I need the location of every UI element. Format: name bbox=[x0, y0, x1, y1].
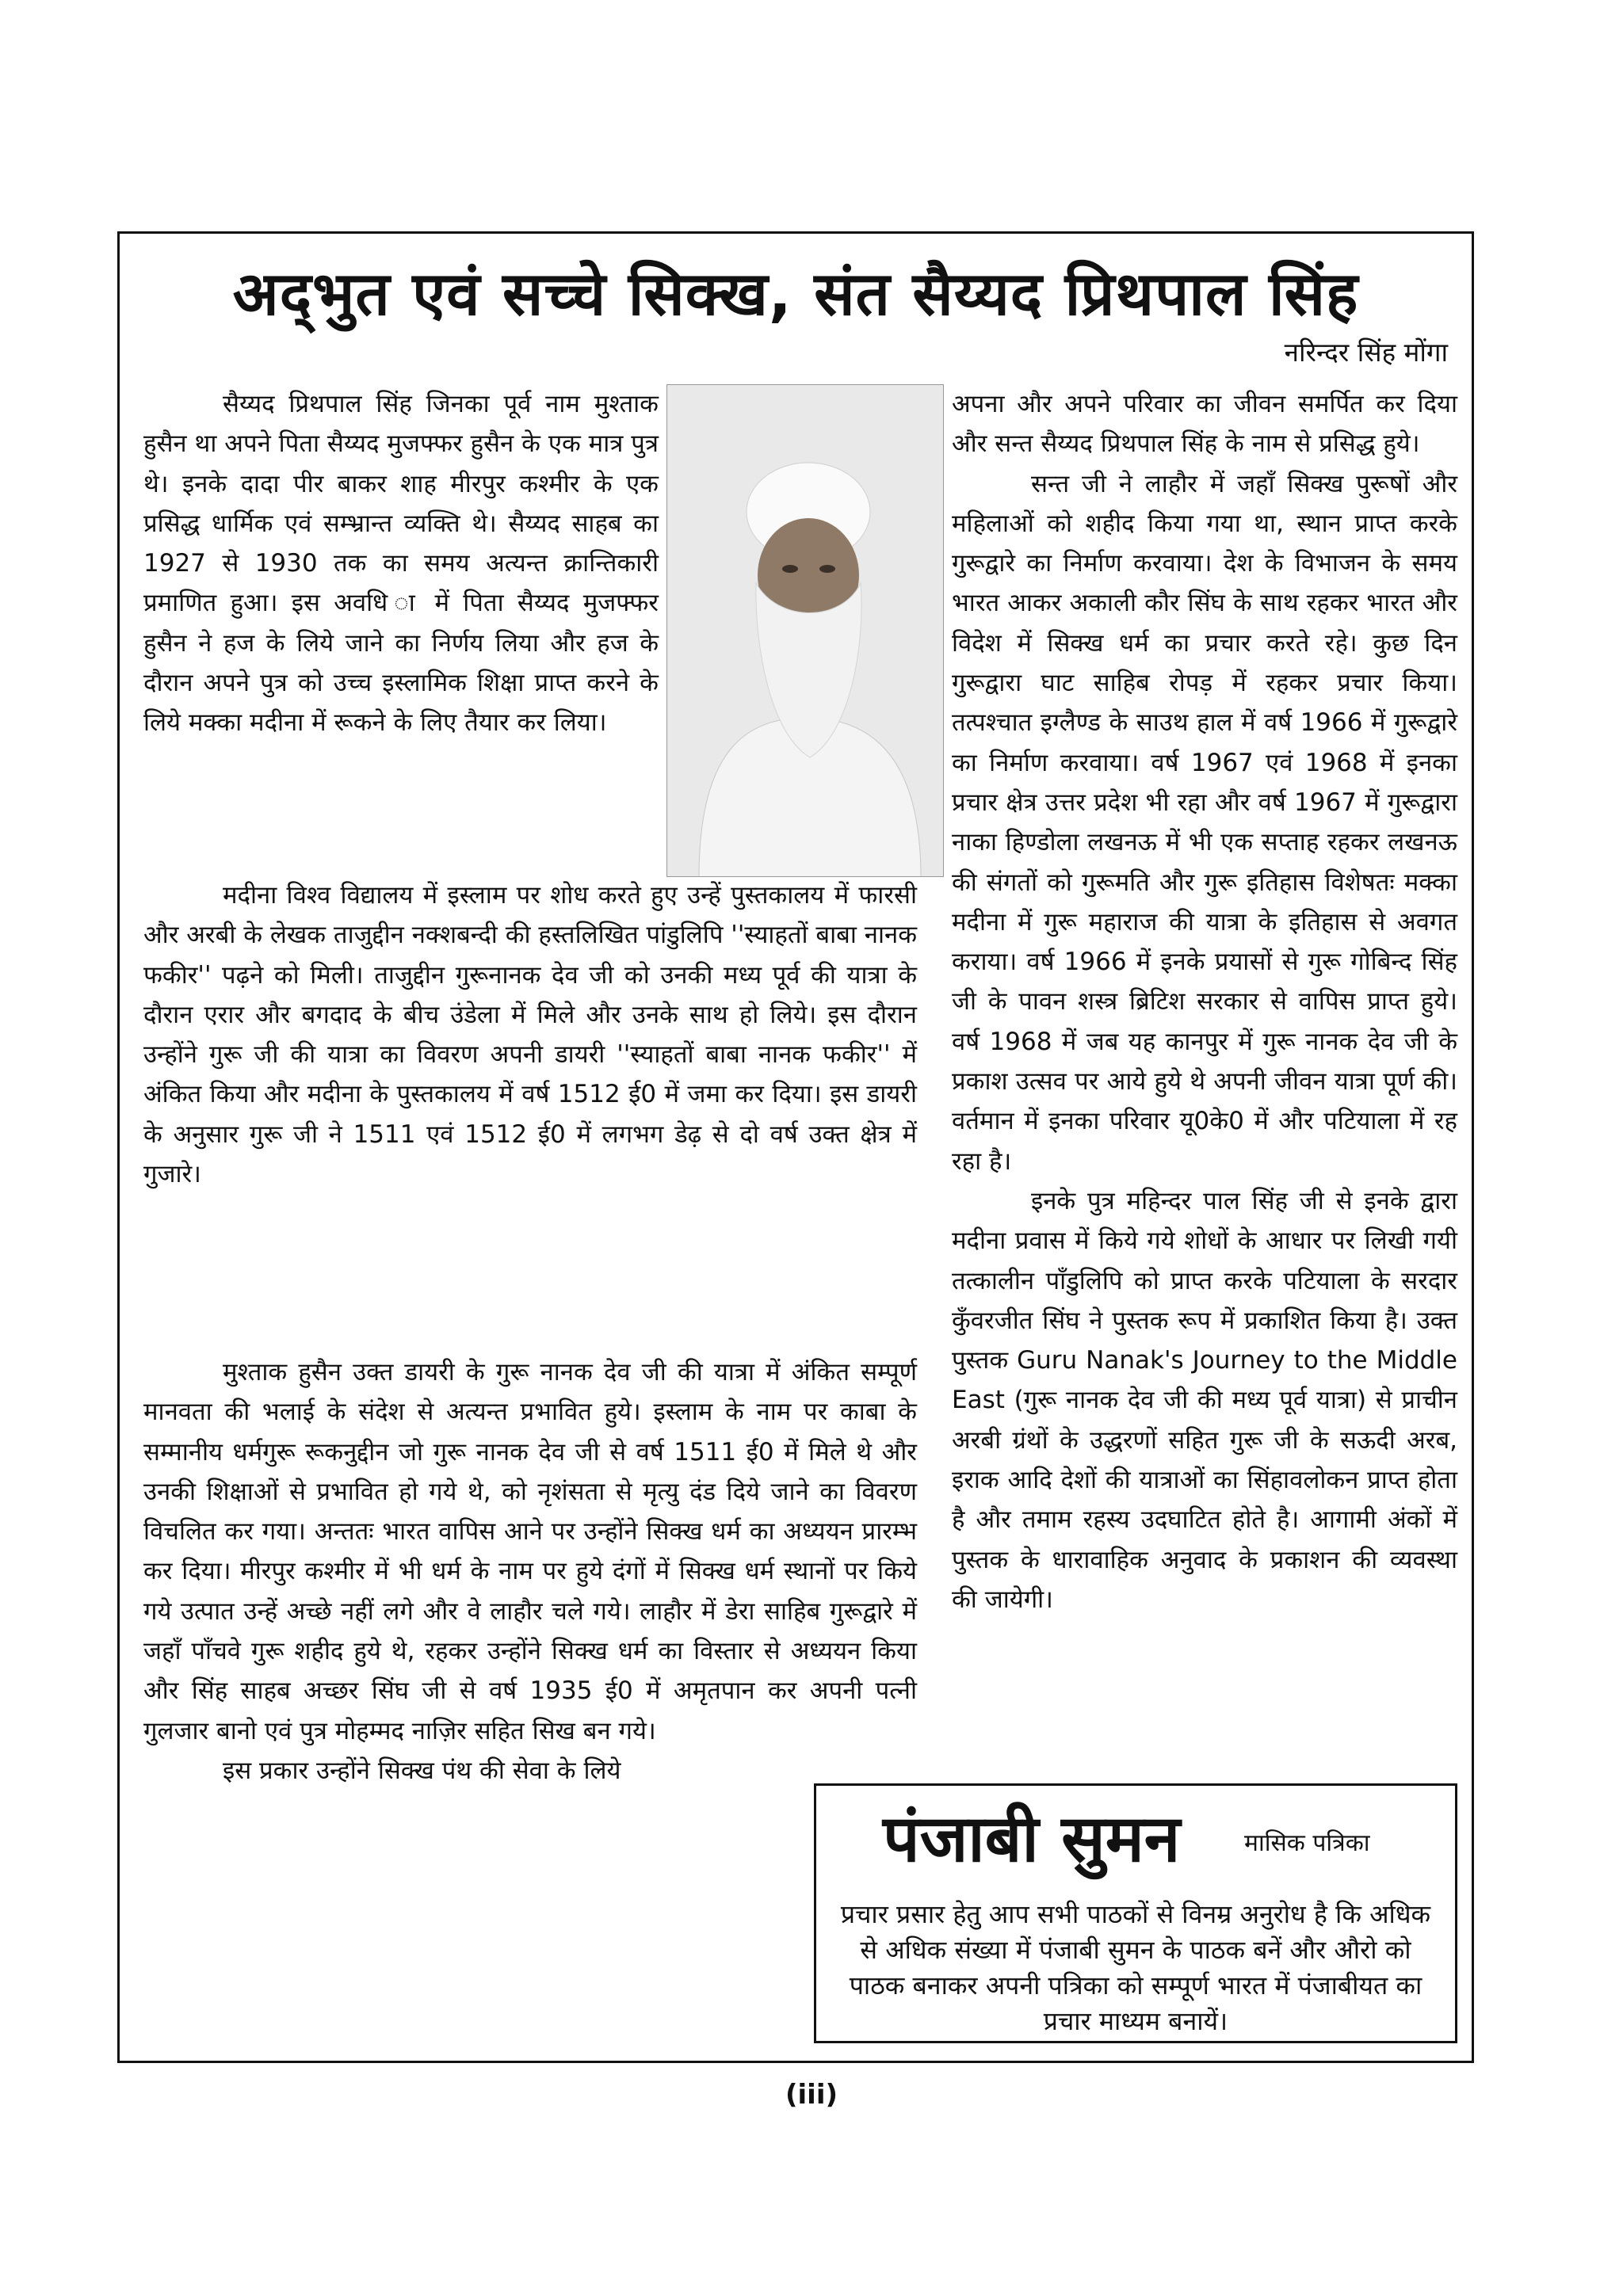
page-number: (iii) bbox=[785, 2079, 838, 2111]
left-column-lower bbox=[143, 1352, 917, 1791]
paragraph: सन्त जी ने लाहौर में जहाँ सिक्ख पुरूषों और महिलाओं को शहीद किया गया था, स्थान प्राप्त करके गुरूद्वारे का निर्माण करवाया। देश के विभाजन के समय भारत आकर अकाली कौर सिंघ के साथ रहकर भारत और विदेश में सिक्ख धर्म का प्रचार करते रहे। कुछ दिन गुरूद्वारा घाट साहिब रोपड़ में रहकर प्रचार किया। तत्पश्चात इग्लैण्ड के साउथ हाल में वर्ष 1966 में गुरूद्वारे का निर्माण करवाया। वर्ष 1967 एवं 1968 में इनका प्रचार क्षेत्र उत्तर प्रदेश भी रहा और वर्ष 1967 में गुरूद्वारा नाका हिण्डोला लखनऊ में भी एक सप्ताह रहकर लखनऊ की संगतों को गुरूमति और गुरू इतिहास विशेषतः मक्का मदीना में गुरू महाराज की यात्रा के इतिहास से अवगत कराया। वर्ष 1966 में इनके प्रयासों से गुरू गोबिन्द सिंह जी के पावन शस्त्र ब्रिटिश सरकार से वापिस प्राप्त हुये। वर्ष 1968 में जब यह कानपुर में गुरू नानक देव जी के प्रकाश उत्सव पर आये हुये थे अपनी जीवन यात्रा पूर्ण की। वर्तमान में इनका परिवार यू0के0 में और पटियाला में रह रहा है। bbox=[952, 469, 1457, 1176]
right-column bbox=[952, 384, 1457, 1619]
left-column-continued bbox=[143, 875, 917, 1194]
magazine-name: पंजाबी सुमन bbox=[883, 1802, 1181, 1877]
promo-box bbox=[814, 1783, 1457, 2043]
author-name: नरिन्दर सिंह मोंगा bbox=[1284, 337, 1448, 368]
left-column bbox=[143, 384, 659, 743]
portrait-illustration bbox=[667, 385, 944, 877]
paragraph: अपना और अपने परिवार का जीवन समर्पित कर दिया और सन्त सैय्यद प्रिथपाल सिंह के नाम से प्रसिद्ध हुये। bbox=[952, 390, 1457, 459]
magazine-subtitle: मासिक पत्रिका bbox=[1244, 1829, 1370, 1857]
promo-text: प्रचार प्रसार हेतु आप सभी पाठकों से विनम्र अनुरोध है कि अधिक से अधिक संख्या में पंजाबी सुमन के पाठक बनें और औरो को पाठक बनाकर अपनी पत्रिका को सम्पूर्ण भारत में पंजाबीयत का प्रचार माध्यम बनायें। bbox=[840, 1899, 1431, 2036]
paragraph: इस प्रकार उन्होंने सिक्ख पंथ की सेवा के लिये bbox=[223, 1756, 621, 1785]
article-title: अद्‍भुत एवं सच्चे सिक्ख, संत सैय्यद प्रिथपाल सिंह bbox=[232, 258, 1359, 329]
portrait-photo bbox=[666, 384, 944, 877]
article-frame bbox=[117, 231, 1474, 2063]
paragraph: इनके पुत्र महिन्दर पाल सिंह जी से इनके द्वारा मदीना प्रवास में किये गये शोधों के आधार पर लिखी गयी तत्कालीन पाँडुलिपि को प्राप्त करके पटियाला के सरदार कुँवरजीत सिंघ ने पुस्तक रूप में प्रकाशित किया है। उक्त पुस्तक Guru Nanak's Journey to the Middle East (गुरू नानक देव जी की मध्य पूर्व यात्रा) से प्राचीन अरबी ग्रंथों के उद्धरणों सहित गुरू जी के सऊदी अरब, इराक आदि देशों की यात्राओं का सिंहावलोकन प्राप्त होता है और तमाम रहस्य उदघाटित होते है। आगामी अंकों में पुस्तक के धारावाहिक अनुवाद के प्रकाशन की व्यवस्था की जायेगी। bbox=[952, 1186, 1457, 1614]
paragraph: मुश्ताक हुसैन उक्त डायरी के गुरू नानक देव जी की यात्रा में अंकित सम्पूर्ण मानवता की भलाई के संदेश से अत्यन्त प्रभावित हुये। इस्लाम के नाम पर काबा के सम्मानीय धर्मगुरू रूकनुद्दीन जो गुरू नानक देव जी से वर्ष 1511 ई0 में मिले थे और उनकी शिक्षाओं से प्रभावित हो गये थे, को नृशंसता से मृत्यु दंड दिये जाने का विवरण विचलित कर गया। अन्ततः भारत वापिस आने पर उन्होंने सिक्ख धर्म का अध्ययन प्रारम्भ कर दिया। मीरपुर कश्मीर में भी धर्म के नाम पर हुये दंगों में सिक्ख धर्म स्थानों पर किये गये उत्पात उन्हें अच्छे नहीं लगे और वे लाहौर चले गये। लाहौर में डेरा साहिब गुरूद्वारे में जहाँ पाँचवे गुरू शहीद हुये थे, रहकर उन्होंने सिक्ख धर्म का विस्तार से अध्ययन किया और सिंह साहब अच्छर सिंघ जी से वर्ष 1935 ई0 में अमृतपान कर अपनी पत्नी गुलजार बानो एवं पुत्र मोहम्मद नाज़िर सहित सिख बन गये। bbox=[143, 1358, 917, 1745]
paragraph: सैय्यद प्रिथपाल सिंह जिनका पूर्व नाम मुश्ताक हुसैन था अपने पिता सैय्यद मुजफ्फर हुसैन के एक मात्र पुत्र थे। इनके दादा पीर बाकर शाह मीरपुर कश्मीर के एक प्रसिद्ध धार्मिक एवं सम्भ्रान्त व्यक्ति थे। सैय्यद साहब का 1927 से 1930 तक का समय अत्यन्त क्रान्तिकारी प्रमाणित हुआ। इस अवधि ा में पिता सैय्यद मुजफ्फर हुसैन ने हज के लिये जाने का निर्णय लिया और हज के दौरान अपने पुत्र को उच्च इस्लामिक शिक्षा प्राप्त करने के लिये मक्का मदीना में रूकने के लिए तैयार कर लिया। bbox=[143, 390, 659, 738]
paragraph: मदीना विश्व विद्यालय में इस्लाम पर शोध करते हुए उन्हें पुस्तकालय में फारसी और अरबी के लेखक ताजुद्दीन नक्शबन्दी की हस्तलिखित पांडुलिपि ''स्याहतों बाबा नानक फकीर'' पढ़ने को मिली। ताजुद्दीन गुरूनानक देव जी को उनकी मध्य पूर्व की यात्रा के दौरान एरार और बगदाद के बीच उंडेला में मिले और उनके साथ हो लिये। इस दौरान उन्होंने गुरू जी की यात्रा का विवरण अपनी डायरी ''स्याहतों बाबा नानक फकीर'' में अंकित किया और मदीना के पुस्तकालय में वर्ष 1512 ई0 में जमा कर दिया। इस डायरी के अनुसार गुरू जी ने 1511 एवं 1512 ई0 में लगभग डेढ़ से दो वर्ष उक्त क्षेत्र में गुजारे। bbox=[143, 881, 917, 1189]
